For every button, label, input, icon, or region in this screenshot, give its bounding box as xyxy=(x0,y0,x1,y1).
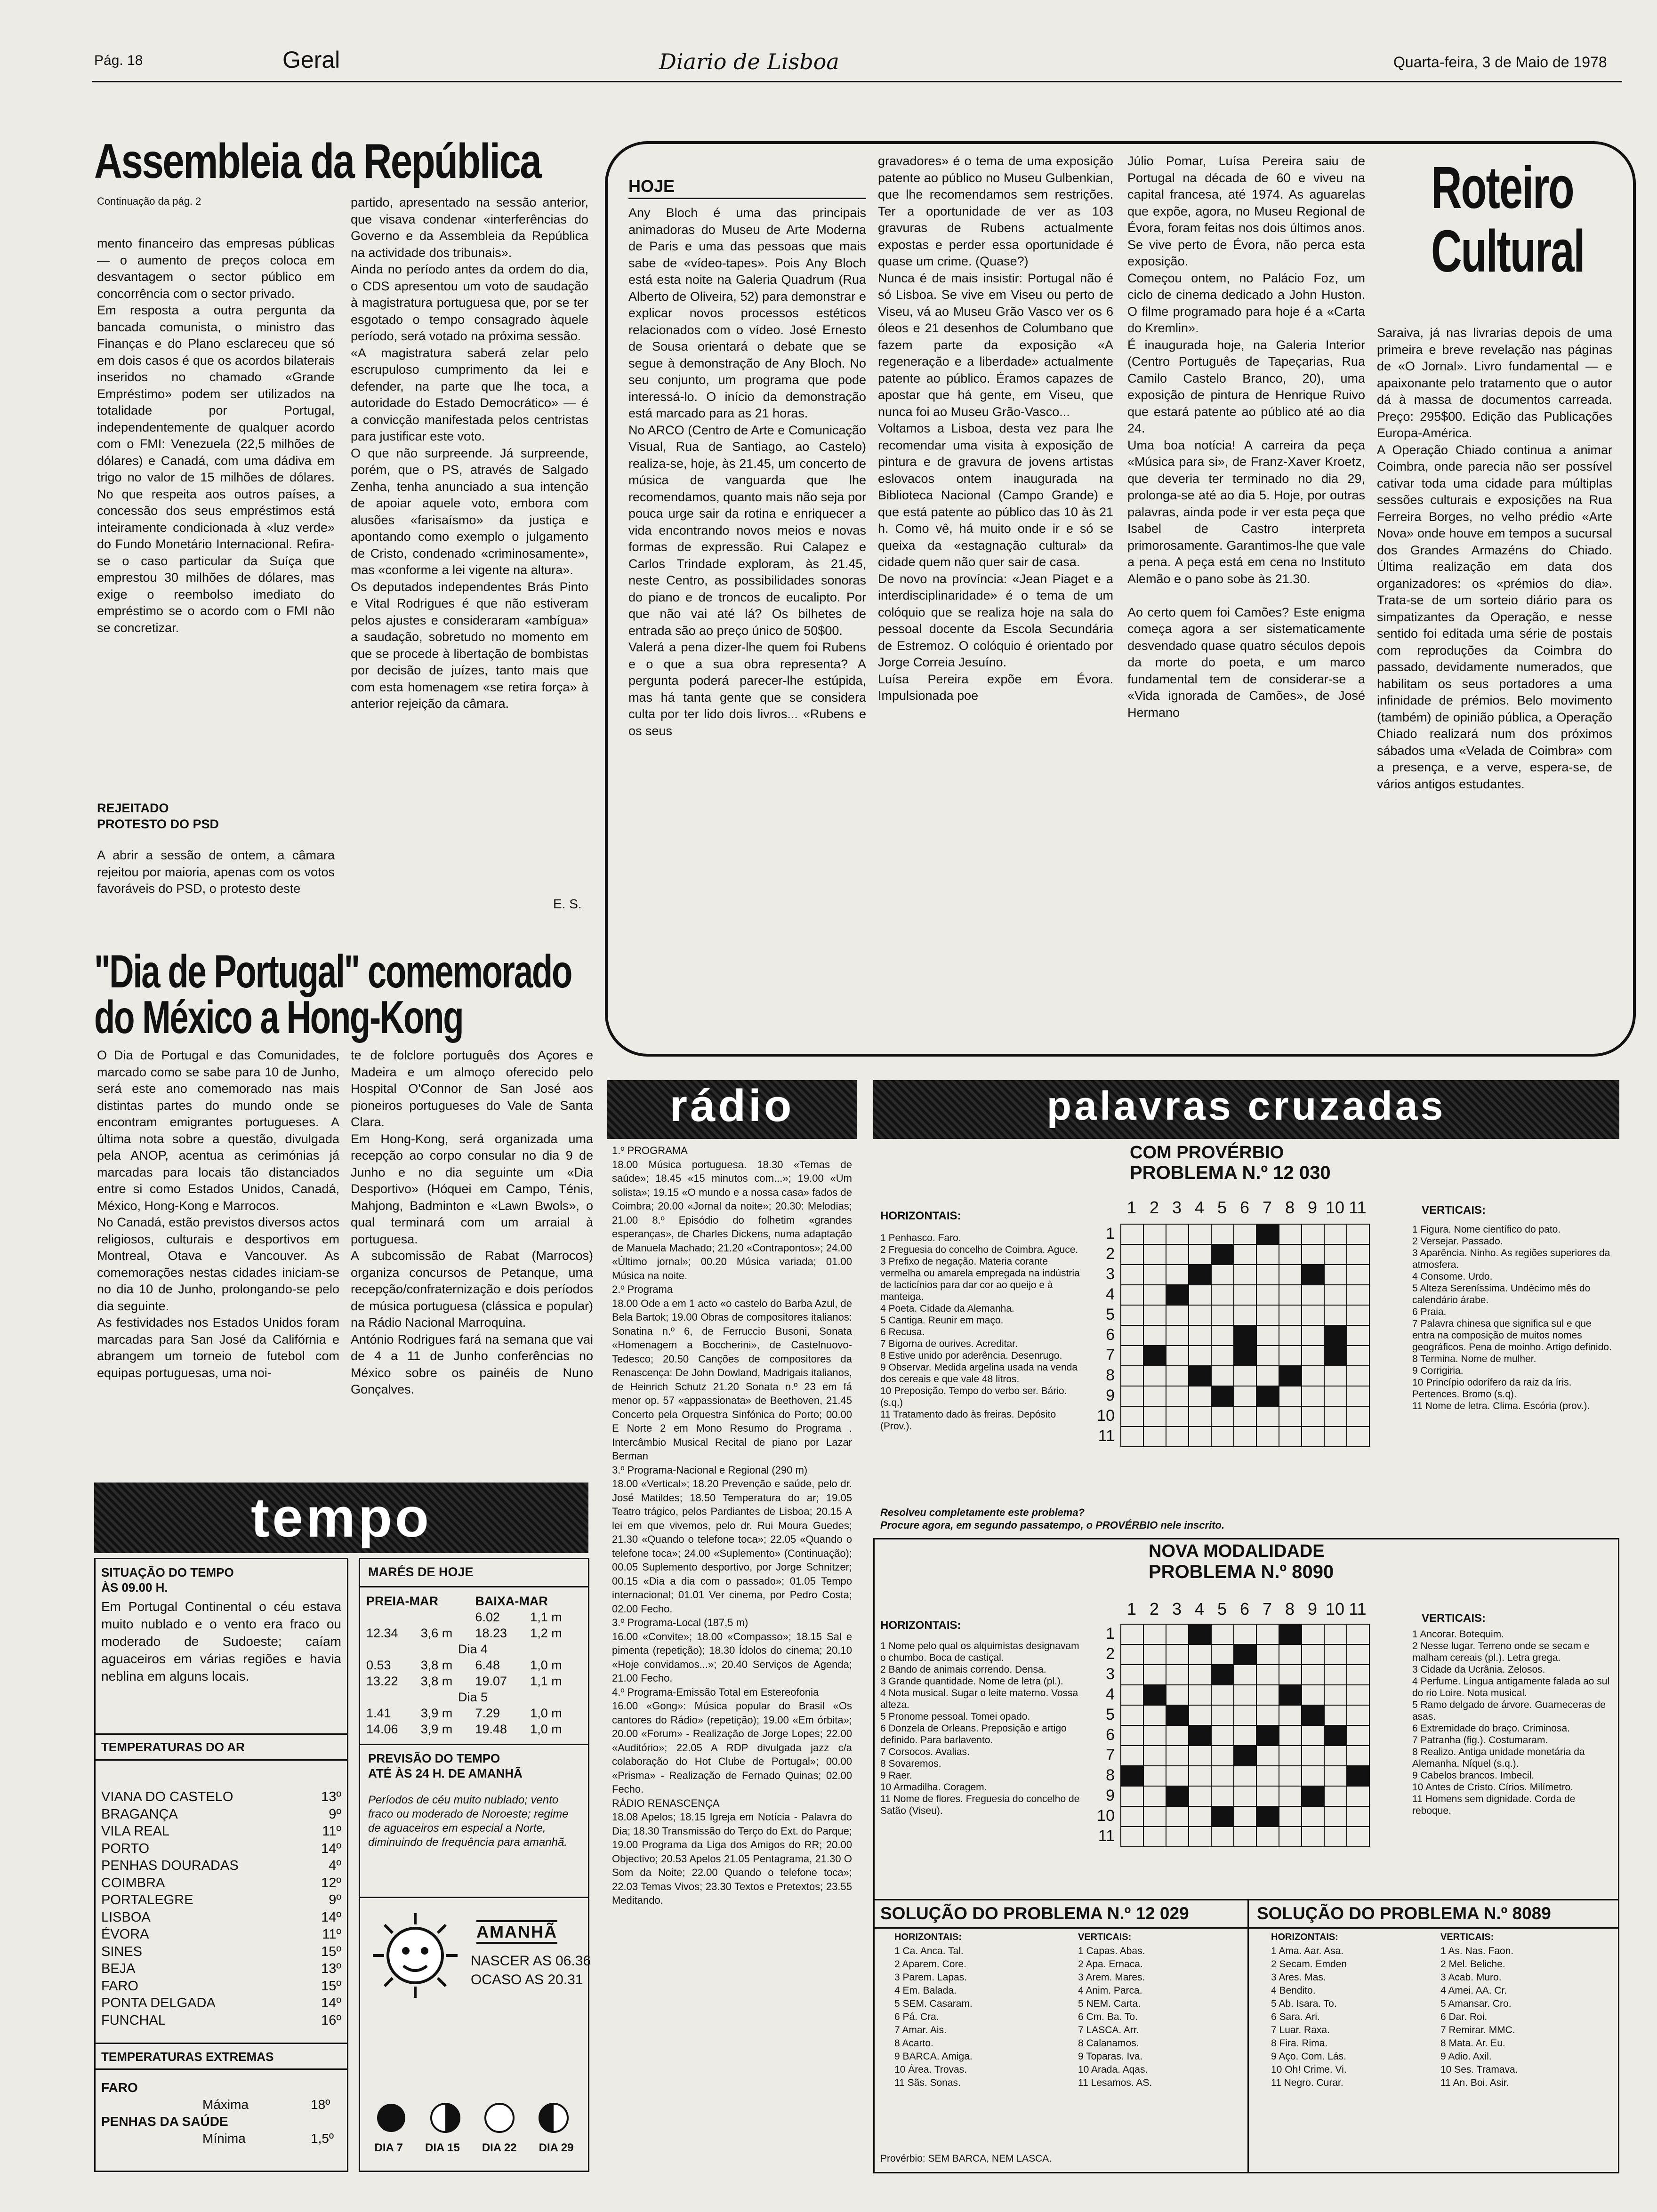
amanha-divider xyxy=(359,1897,589,1898)
p2-horiz-clues: 1 Nome pelo qual os alquimistas designavam o chumbo. Boca de castiçal. 2 Bando de animais correndo. Densa. 3 Grande quantidade. Nome de letra (pl.). 4 Nota musical. Sugar o leite materno. Vossa alteza. 5 Pronome pessoal. Tomei opado. 6 Donzela de Orleans. Preposição e artigo definido. Para barlavento. 7 Corsocos. Avalias. 8 Sovaremos. 9 Raer. 10 Armadilha. Coragem. 11 Nome de flores. Freguesia do concelho de Satão (Viseu). xyxy=(880,1641,1080,1816)
p2-row-numbers: 1 2 3 4 5 6 7 8 9 10 11 xyxy=(1097,1625,1115,1845)
palavras-banner xyxy=(873,1080,1619,1139)
header-rule xyxy=(92,81,1622,82)
sol2-horiz: 1 Ama. Aar. Asa. 2 Secam. Emden 3 Ares. Mas. 4 Bendito. 5 Ab. Isara. To. 6 Sara. Ari. 7 Luar. Raxa. 8 Fira. Rima. 9 Aço. Com. Lás. 10 Oh! Crime. Vi. 11 Negro. Curar. xyxy=(1271,1946,1347,2088)
sol2-horiz-label: HORIZONTAIS: xyxy=(1271,1932,1338,1942)
sol1-horiz: 1 Ca. Anca. Tal. 2 Aparem. Core. 3 Parem. Lapas. 4 Em. Balada. 5 SEM. Casaram. 6 Pá. Cra. 7 Amar. Ais. 8 Acarto. 9 BARCA. Amiga. 10 Área. Trovas. 11 Sãs. Sonas. xyxy=(894,1946,973,2088)
temperatura-row: LISBOA 14º xyxy=(101,1909,341,1925)
solucao-divider xyxy=(1247,1899,1249,2173)
temperatura-row: PENHAS DOURADAS 4º xyxy=(101,1858,341,1873)
roteiro-col2: gravadores» é o tema de uma exposição patente ao público no Museu Gulbenkian, que lhe recomendamos sem restrições. Ter a oportunidade de ver as 103 gravuras de Rubens actualmente expostas e perder essa oportunidade é quase um crime. (Quase?) Nunca é de mais insistir: Portugal não é só Lisboa. Se vive em Viseu ou perto de Viseu, vá ao Museu Grão Vasco ver os 6 óleos e 21 desenhos de Columbano que fazem parte da exposição «A regeneração e a liberdade» actualmente patente ao público. Éramos capazes de apostar que há gente, em Viseu, que nunca foi ao Museu Grão-Vasco... Voltamos a Lisboa, desta vez para lhe recomendar uma visita à exposição de pintura e de gravura de jovens artistas eslovacos ontem inaugurada na Biblioteca Nacional (Campo Grande) e que está patente ao público das 10 às 21 h. Como vê, há muito onde ir e só se queixa da «estagnação cultural» da cidade quem não quer sair de casa. De novo na província: «Jean Piaget e a interdisciplinaridade» é o tema de um colóquio que se realiza hoje na sala do pessoal docente da Escola Secundária de Estremoz. O colóquio é orientado por Jorge Correia Jesuíno. Luísa Pereira expõe em Évora. Impulsionada poe xyxy=(878,154,1113,703)
mares-title: MARÉS DE HOJE xyxy=(368,1565,474,1579)
p1-horiz-label: HORIZONTAIS: xyxy=(880,1210,961,1222)
dia-portugal-col2: te de folclore português dos Açores e Madeira e um almoço oferecido pelo Hospital O'Connor de San José aos pioneiros portugueses do Vale de Santa Clara. Em Hong-Kong, será organizada uma recepção ao corpo consular no dia 9 de Junho e no dia seguinte um «Dia Desportivo» (Hóquei em Campo, Ténis, Mahjong, Badminton e «Lawn Bwols», o qual terminará com um arraial à portuguesa. A subcomissão de Rabat (Marrocos) organiza concursos de Petanque, uma recepção/confraternização e dois períodos de música portuguesa (clássica e popular) na Rádio Nacional Marroquina. António Rodrigues fará na semana que vai de 4 a 11 de Junho conferências no México sobre os painéis de Nuno Gonçalves. xyxy=(351,1048,593,1396)
assembleia-col1: mento financeiro das empresas públicas — o aumento de preços coloca em desvantagem o sector público em concorrência com o sector privado. Em resposta a outra pergunta da bancada comunista, o ministro das Finanças e do Plano esclareceu que só em dois casos é que os acordos bilaterais inseridos no chamado «Grande Empréstimo» podem ser utilizados na totalidade por Portugal, independentemente de qualquer acordo com o FMI: Venezuela (22,5 milhões de dólares) e Canadá, com uma dádiva em trigo no valor de 15 milhões de dólares. No que respeita aos outros países, a concessão dos seus empréstimos está inteiramente condicionada à «luz verde» do Fundo Monetário Internacional. Refira-se o caso particular da Suíça que emprestou 30 milhões de dólares, mas exige o reembolso imediato do empréstimo se o acordo com o FMI não se concretizar. xyxy=(97,236,335,635)
temp-divider xyxy=(94,1733,348,1735)
roteiro-col4: Saraiva, já nas livrarias depois de uma primeira e breve revelação nas páginas de «O Jornal». Livro fundamental — e apaixonante pelo tratamento que o autor dá à massa de documentos carreada. Preço: 295$00. Edição das Publicações Europa-América. A Operação Chiado continua a animar Coimbra, onde parecia não ser possível cativar toda uma cidade para múltiplas sessões culturais e exposições na Rua Ferreira Borges, no velho prédio «Arte Nova» onde houve em tempos a sucursal dos Grandes Armazéns do Chiado. Última realização em data dos organizadores: os «prémios do dia». Trata-se de um sorteio diário para os simpatizantes da Operação, e nesse sentido foi editada uma série de postais com reproduções da Coimbra do passado, devidamente numerados, que habilitam os seus portadores a uma infinidade de prémios. Belo movimento (também) de opinião pública, a Operação Chiado realizará num dos próximos sábados uma «Velada de Coimbra» com a presença, e a verve, espera-se, de vários antigos estudantes. xyxy=(1377,326,1612,791)
extremas-faro: FARO xyxy=(101,2080,138,2095)
continuation-note: Continuação da pág. 2 xyxy=(97,195,201,207)
sol2-title: SOLUÇÃO DO PROBLEMA N.º 8089 xyxy=(1257,1904,1551,1923)
assembleia-headline: Assembleia da República xyxy=(94,134,541,189)
extremas-penhas-label: Mínima xyxy=(202,2131,246,2146)
section-name: Geral xyxy=(282,47,340,73)
previsao-title: PREVISÃO DO TEMPO ATÉ ÀS 24 H. DE AMANHÃ xyxy=(368,1751,523,1780)
temperatura-row: FARO 15º xyxy=(101,1978,341,1994)
extremas-title: TEMPERATURAS EXTREMAS xyxy=(101,2050,274,2064)
roteiro-title-2: Cultural xyxy=(1431,218,1585,284)
hoje-rule xyxy=(628,198,866,199)
moon-phases-days: DIA 7 DIA 15 DIA 22 DIA 29 xyxy=(374,2141,574,2154)
mares-row: Dia 4 xyxy=(458,1642,488,1656)
tempo-title: tempo xyxy=(251,1487,432,1549)
extremas-faro-value: 18º xyxy=(311,2097,330,2112)
temperatura-row: SINES 15º xyxy=(101,1944,341,1959)
mares-row: Dia 5 xyxy=(458,1690,488,1704)
temperatura-row: PORTO 14º xyxy=(101,1841,341,1856)
solucao-title-rule xyxy=(873,1927,1619,1929)
radio-listings: 1.º PROGRAMA 18.00 Música portuguesa. 18.30 «Temas de saúde»; 18.45 «15 minutos com...»; 19.00 «Um solista»; 19.15 «O mundo e a nossa casa» fados de Coimbra; 20.00 «Jornal da noite»; 20.30: Melodias; 21.00 8.º Episódio do folhetim «grandes esperanças», de Charles Dickens, numa adaptação de Manuela Machado; 21.20 «Contrapontos»; 24.00 «Último jornal»; 00.20 Música variada; 01.00 Música na noite. 2.º Programa 18.00 Ode a em 1 acto «o castelo do Barba Azul, de Bela Bartok; 19.00 Obras de compositores italianos: Sonatina n.º 6, de Ferruccio Busoni, Sonata «Homenagem a Boccherini», de Castelnuovo-Tedesco; 20.50 Canções de compositores da Renascença: De John Dowland, Madrigais italianos, de Heinrich Schutz 21.20 Sonata n.º 23 em fá menor op. 57 «appassionata» de Beethoven, 21.45 Concerto pela Orquestra Sinfónica do Porto; 00.00 E Norte 2 em Mono Resumo do Programa . Intercâmbio Musical Recital de piano por Lazar Berman 3.º Programa-Nacional e Regional (290 m) 18.00 «Vertical»; 18.20 Prevenção e saúde, pelo dr. José Matildes; 18.50 Temperatura do ar; 19.05 Teatro trágico, pelos Pardiantes de Lisboa; 20.15 A lei em que vivemos, pelo dr. Rui Moura Guedes; 21.30 «Quando o telefone toca»; 22.05 «Quando o telefone toca»; 24.00 «Suplemento» (Continuação); 00.05 Suplemento desportivo, por Jorge Schnitzer; 00.15 «Dia a dia com o passado»; 01.05 Tempo internacional; 01.01 Ver cinema, por Pedro Costa; 02.00 Fecho. 3.º Programa-Local (187,5 m) 16.00 «Convite»; 18.00 «Compasso»; 18.15 Sal e pimenta (repetição); 18.30 Ídolos do cinema; 20.10 «Hoje convidamos...»; 20.40 Serviços de Agenda; 21.00 Fecho. 4.º Programa-Emissão Total em Estereofonia 16.00 «Gong»: Música popular do Brasil «Os cantores do Rádio» (repetição); 19.00 «Em órbita»; 20.00 «Forum» - Realização de Jorge Lopes; 22.00 «Auditório»; 22.05 A RDP divulgada jazz c/a colaboração do Hot Clube de Portugal»; 00.00 «Prisma» - Realização de Fernado Quinas; 02.00 Fecho. RÁDIO RENASCENÇA 18.08 Apelos; 18.15 Igreja em Notícia - Palavra do Dia; 18.30 Transmissão do Terço do Ext. do Parque; 19.00 Programa da Liga dos Amigos do RR; 20.00 Objectivo; 20.53 Apelos 21.05 Pentagrama, 21.30 O Som da Noite; 22.00 Quando o telefone toca»; 22.03 Temas Vivos; 23.30 Textos e Pretextos; 23.55 Meditando. xyxy=(612,1145,852,1906)
temperatura-row: BEJA 13º xyxy=(101,1961,341,1976)
page-date: Quarta-feira, 3 de Maio de 1978 xyxy=(1393,54,1607,71)
sol1-proverb: Provérbio: SEM BARCA, NEM LASCA. xyxy=(880,2153,1052,2164)
temperatura-row: VILA REAL 11º xyxy=(101,1824,341,1839)
p2-title-2: PROBLEMA N.º 8090 xyxy=(1149,1562,1334,1582)
p1-vert-clues: 1 Figura. Nome científico do pato. 2 Versejar. Passado. 3 Aparência. Ninho. As regiões superiores da atmosfera. 4 Consome. Urdo. 5 Alteza Sereníssima. Undécimo mês do calendário árabe. 6 Praia. 7 Palavra chinesa que significa sul e que entra na composição de muitos nomes geográficos. Pena de moinho. Artigo definido. 8 Termina. Nome de mulher. 9 Corrigiria. 10 Princípio odorífero da raiz da íris. Pertences. Bromo (s.q). 11 Nome de letra. Clima. Escória (prov.). xyxy=(1412,1224,1612,1411)
roteiro-title-1: Roteiro xyxy=(1431,154,1574,221)
situacao-text: Em Portugal Continental o céu estava muito nublado e o vento era fraco ou moderado de Sudoeste; caíam aguaceiros em várias regiões e havia neblina em alguns locais. xyxy=(101,1599,341,1683)
assembleia-col1b: A abrir a sessão de ontem, a câmara rejeitou por maioria, apenas com os votos favoráveis do PSD, o protesto deste xyxy=(97,848,335,896)
roteiro-col3: Júlio Pomar, Luísa Pereira saiu de Portugal na década de 60 e viveu na capital francesa, até 1974. As aguarelas que expõe, agora, no Museu Regional de Évora, foram feitas nos dois últimos anos. Se vive perto de Évora, não perca esta exposição. Começou ontem, no Palácio Foz, um ciclo de cinema dedicado a John Huston. O filme programado para hoje é a «Carta do Kremlin». É inaugurada hoje, na Galeria Interior (Centro Português de Tapeçarias, Rua Camilo Castelo Branco, 20), uma exposição de pintura de Henrique Ruivo que estará patente ao público até ao dia 24. Uma boa notícia! A carreira da peça «Música para si», de Franz-Xaver Kroetz, que deveria ter terminado no dia 29, prolonga-se até ao dia 5. Hoje, por outras palavras, ainda pode ir ver esta peça que Isabel de Castro interpreta primorosamente. Garantimos-lhe que vale a pena. A peça está em cena no Instituto Alemão e o pano sobe às 21.30. Ao certo quem foi Camões? Este enigma começa agora a ser sistematicamente desvendado quase quatro séculos depois da morte do poeta, e um marco fundamental tem de considerar-se a «Vida ignorada de Camões», de José Hermano xyxy=(1127,154,1365,720)
palavras-title: palavras cruzadas xyxy=(1046,1083,1446,1129)
extremas-divider xyxy=(94,2043,348,2044)
p2-horiz-label: HORIZONTAIS: xyxy=(880,1619,961,1632)
p1-title-1: COM PROVÉRBIO xyxy=(1130,1143,1284,1162)
p2-title-1: NOVA MODALIDADE xyxy=(1149,1541,1325,1561)
extremas-faro-label: Máxima xyxy=(202,2097,249,2112)
ocaso-sol: OCASO AS 20.31 xyxy=(471,1972,583,1988)
dia-portugal-headline-2: do México a Hong-Kong xyxy=(94,991,463,1043)
temperatura-row: FUNCHAL 16º xyxy=(101,2012,341,2028)
p1-vert-label: VERTICAIS: xyxy=(1422,1204,1486,1217)
section-underline xyxy=(282,72,353,74)
sol1-vert-label: VERTICAIS: xyxy=(1078,1932,1132,1942)
p2-vert-label: VERTICAIS: xyxy=(1422,1612,1486,1625)
temperatura-row: ÉVORA 11º xyxy=(101,1927,341,1942)
sol1-vert: 1 Capas. Abas. 2 Apa. Ernaca. 3 Arem. Mares. 4 Anim. Parca. 5 NEM. Carta. 6 Cm. Ba. To. 7 LASCA. Arr. 8 Calanamos. 9 Toparas. Iva. 10 Arada. Aqas. 11 Lesamos. AS. xyxy=(1078,1946,1152,2088)
dia-portugal-headline-1: "Dia de Portugal" comemorado xyxy=(94,946,572,997)
hoje-label: HOJE xyxy=(628,176,675,196)
assembleia-signature: E. S. xyxy=(553,897,582,911)
p1-column-numbers: 1 2 3 4 5 6 7 8 9 10 11 xyxy=(1126,1198,1367,1217)
p1-row-numbers: 1 2 3 4 5 6 7 8 9 10 11 xyxy=(1097,1225,1115,1445)
p1-note: Resolveu completamente este problema? Procure agora, em segundo passatempo, o PROVÉRBIO nele inscrito. xyxy=(880,1507,1225,1531)
solucao-top-rule xyxy=(873,1899,1619,1900)
masthead: Diario de Lisboa xyxy=(659,49,839,74)
p1-horiz-clues: 1 Penhasco. Faro. 2 Freguesia do concelho de Coimbra. Aguce. 3 Prefixo de negação. Materia corante vermelha ou amarela empregada na indústria de lacticínios para dar cor ao queijo e à manteiga. 4 Poeta. Cidade da Alemanha. 5 Cantiga. Reunir em maço. 6 Recusa. 7 Bigorna de ourives. Acreditar. 8 Estive unido por aderência. Desenrugo. 9 Observar. Medida argelina usada na venda dos cereais e que vale 48 litros. 10 Preposição. Tempo do verbo ser. Bário. (s.q.) 11 Tratamento dado às freiras. Depósito (Prov.). xyxy=(880,1233,1080,1432)
temperatura-row: VIANA DO CASTELO 13º xyxy=(101,1789,341,1804)
temperatura-row: PONTA DELGADA 14º xyxy=(101,1996,341,2011)
p2-column-numbers: 1 2 3 4 5 6 7 8 9 10 11 xyxy=(1126,1599,1367,1619)
extremas-penhas-value: 1,5º xyxy=(311,2131,334,2146)
extremas-penhas: PENHAS DA SAÚDE xyxy=(101,2114,228,2129)
nascer-sol: NASCER AS 06.36 xyxy=(471,1953,591,1969)
mares-header-row: PREIA-MAR BAIXA-MAR xyxy=(366,1594,548,1608)
amanha-label: AMANHÃ xyxy=(476,1920,557,1944)
temp-divider-2 xyxy=(94,1759,348,1761)
previsao-divider xyxy=(359,1744,589,1745)
sol1-title: SOLUÇÃO DO PROBLEMA N.º 12 029 xyxy=(880,1904,1189,1923)
mares-divider xyxy=(359,1586,589,1587)
page-number: Pág. 18 xyxy=(94,53,143,68)
sol1-horiz-label: HORIZONTAIS: xyxy=(894,1932,962,1942)
assembleia-subhead: REJEITADO PROTESTO DO PSD xyxy=(97,801,219,831)
p2-vert-clues: 1 Ancorar. Botequim. 2 Nesse lugar. Terreno onde se secam e malham cereais (pl.). Letra grega. 3 Cidade da Ucrânia. Zelosos. 4 Perfume. Língua antigamente falada ao sul do rio Loire. Nota musical. 5 Ramo delgado de árvore. Guarneceras de asas. 6 Extremidade do braço. Criminosa. 7 Patranha (fig.). Costumaram. 8 Realizo. Antiga unidade monetária da Alemanha. Níquel (s.q.). 9 Cabelos brancos. Imbecil. 10 Antes de Cristo. Círios. Milímetro. 11 Homens sem dignidade. Corda de reboque. xyxy=(1412,1629,1610,1816)
mares-row: 12.34 3,6 m 18.23 1,2 m xyxy=(366,1626,562,1640)
roteiro-col1: Any Bloch é uma das principais animadoras do Museu de Arte Moderna de Paris e uma das pessoas que mais sabe de «vídeo-tapes». Pois Any Bloch está esta noite na Galeria Quadrum (Rua Alberto de Oliveira, 52) para demonstrar e explicar novos processos estéticos relacionados com o vídeo. José Ernesto de Sousa orientará o debate que se segue à demonstração de Any Bloch. No seu conjunto, um programa que pode interessá-lo. O início da demonstração está marcado para as 21 horas. No ARCO (Centro de Arte e Comunicação Visual, Rua de Santiago, ao Castelo) realiza-se, hoje, às 21.45, um concerto de música de vanguarda que lhe recomendamos, quanto mais não seja por pouca urge sair da rotina e enriquecer a vida encontrando novos meios e novas formas de expressão. Rui Calapez e Carlos Trindade exploram, às 21.45, neste Centro, as possibilidades sonoras do piano e de troncos de eucalipto. Por que não vai até lá? Os bilhetes de entrada são ao preço único de 50$00. Valerá a pena dizer-lhe quem foi Rubens e o que a sua obra representa? A pergunta poderá parecer-lhe estúpida, mas há tanta gente que se considera culta por ter lido dois livros... «Rubens e os seus xyxy=(628,206,866,738)
p2-crossword-grid[interactable] xyxy=(1120,1624,1370,1847)
extremas-divider-2 xyxy=(94,2068,348,2070)
moon-phases-icon xyxy=(365,2099,582,2137)
mares-row: 1.41 3,9 m 7.29 1,0 m xyxy=(366,1706,562,1720)
mares-row: 6.02 1,1 m xyxy=(475,1610,562,1624)
dia-portugal-col1: O Dia de Portugal e das Comunidades, marcado como se sabe para 10 de Junho, será este ano comemorado nas mais distintas partes do mundo onde se encontram emigrantes portugueses. A última nota sobre a questão, divulgada pela ANOP, acentua as cerimónias já marcadas para locais tão distanciados entre si como Estados Unidos, Canadá, México, Hong-Kong e Marrocos. No Canadá, estão previstos diversos actos religiosos, culturais e desportivos em Montreal, Otava e Vancouver. As comemorações nestas cidades iniciam-se no dia 10 de Junho, prolongando-se pelo dia seguinte. As festividades nos Estados Unidos foram marcadas para San José da Califórnia e abrangem um torneio de futebol com equipas portuguesas, uma noi- xyxy=(97,1048,339,1380)
temperaturas-title: TEMPERATURAS DO AR xyxy=(101,1740,245,1754)
temperatura-row: PORTALEGRE 9º xyxy=(101,1892,341,1907)
mares-row: 14.06 3,9 m 19.48 1,0 m xyxy=(366,1722,562,1736)
temperatura-row: COIMBRA 12º xyxy=(101,1875,341,1891)
radio-title: rádio xyxy=(669,1081,795,1131)
mares-row: 0.53 3,8 m 6.48 1,0 m xyxy=(366,1658,562,1672)
tempo-banner xyxy=(94,1483,588,1553)
previsao-text: Períodos de céu muito nublado; vento fraco ou moderado de Noroeste; regime de aguaceiros em especial a Norte, diminuindo de frequência para amanhã. xyxy=(368,1794,569,1849)
assembleia-col2: partido, apresentado na sessão anterior, que visava condenar «interferências do Governo e da Assembleia da República na actividade dos tribunais». Ainda no período antes da ordem do dia, o CDS apresentou um voto de saudação à magistratura portuguesa que, por se ter esgotado o tempo consagrado àquele período, será votado na próxima sessão. «A magistratura saberá zelar pelo escrupuloso cumprimento da lei e defender, na parte que lhe toca, a autoridade do Estado Democrático» — é a convicção manifestada pelos centristas para justificar este voto. O que não surpreende. Já surpreende, porém, que o PS, através de Salgado Zenha, tenha anunciado a sua intenção de apoiar aquele voto, embora com alusões «farisaísmo» da justiça e apontando como exemplo o julgamento de Cristo, condenado «criminosamente», mas «conforme a lei vigente na altura». Os deputados independentes Brás Pinto e Vital Rodrigues é que não estiveram pelos ajustes e consideraram «ambígua» a saudação, sobretudo no momento em que se procede à libertação de bombistas por decisão de juízes, tanto mais que com esta homenagem «se retira força» à anterior rejeição da câmara. xyxy=(351,195,588,711)
temperatura-row: BRAGANÇA 9º xyxy=(101,1806,341,1822)
mares-row: 13.22 3,8 m 19.07 1,1 m xyxy=(366,1674,562,1688)
p1-crossword-grid[interactable] xyxy=(1120,1224,1370,1447)
situacao-title: SITUAÇÃO DO TEMPO ÀS 09.00 H. xyxy=(101,1565,234,1595)
temperaturas-list xyxy=(101,1788,341,2029)
p1-title-2: PROBLEMA N.º 12 030 xyxy=(1130,1162,1331,1183)
mares-table xyxy=(363,1593,582,1737)
sol2-vert: 1 As. Nas. Faon. 2 Mel. Beliche. 3 Acab. Muro. 4 Amei. AA. Cr. 5 Amansar. Cro. 6 Dar. Roi. 7 Remirar. MMC. 8 Mata. Ar. Eu. 9 Adio. Axil. 10 Ses. Tramava. 11 An. Boi. Asir. xyxy=(1440,1946,1518,2088)
radio-banner xyxy=(607,1080,857,1139)
sun-icon xyxy=(363,1908,467,2003)
sol2-vert-label: VERTICAIS: xyxy=(1440,1932,1494,1942)
